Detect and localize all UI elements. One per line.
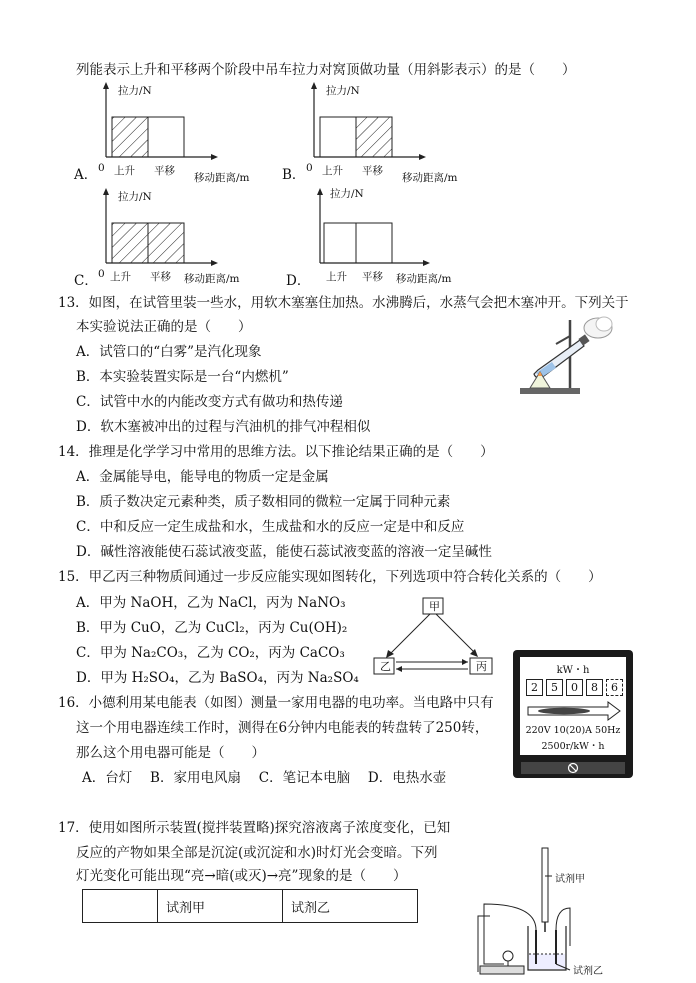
label-reagent-jia: 试剂甲 [555, 874, 585, 885]
meter-spec-voltage: 220V 10(20)A 50Hz [525, 725, 621, 736]
seg-move-label: 平移 [150, 271, 171, 283]
seg-rise-label: 上升 [322, 165, 343, 177]
rotating-disc-indicator [526, 701, 622, 721]
burette [542, 848, 548, 922]
x-axis-label: 移动距离/m [184, 273, 240, 285]
meter-digit: 0 [566, 679, 583, 696]
origin-label: 0 [306, 162, 313, 174]
y-axis-label: 拉力/N [326, 85, 360, 97]
segment-move [148, 117, 184, 157]
q14-option-c[interactable]: C．中和反应一定生成盐和水，生成盐和水的反应一定是中和反应 [76, 519, 465, 535]
segment-rise [324, 223, 356, 263]
x-axis-arrow [423, 260, 430, 266]
y-axis-arrow [311, 82, 317, 89]
q15-option-a[interactable]: A．甲为 NaOH，乙为 NaCl，丙为 NaNO₃ [76, 595, 346, 611]
meter-digit: 5 [546, 679, 563, 696]
q13-option-d[interactable]: D．软木塞被冲出的过程与汽油机的排气冲程相似 [76, 419, 371, 435]
q13-stem-line2: 本实验说法正确的是（ ） [76, 319, 252, 335]
q14-stem: 14．推理是化学学习中常用的思维方法。以下推论结果正确的是（ ） [58, 444, 494, 460]
seg-move-label: 平移 [154, 165, 175, 177]
meter-face [520, 657, 626, 755]
energy-meter [513, 650, 633, 778]
seg-rise-label: 上升 [110, 271, 131, 283]
power-base [480, 966, 524, 974]
y-axis-label: 拉力/N [118, 191, 152, 203]
reagent-table [82, 889, 418, 923]
label-reagent-yi: 试剂乙 [573, 966, 603, 977]
y-axis-label: 拉力/N [118, 85, 152, 97]
q13-stem-line1: 13．如图，在试管里装一些水，用软木塞塞住加热。水沸腾后，水蒸气会把木塞冲开。下列关于 [58, 295, 629, 311]
x-axis-arrow [211, 260, 218, 266]
y-axis-arrow [317, 188, 323, 195]
x-axis-label: 移动距离/m [402, 172, 458, 184]
q13-option-b[interactable]: B．本实验装置实际是一台“内燃机” [76, 369, 289, 385]
seg-move-label: 平移 [362, 165, 383, 177]
node-bing: 丙 [476, 660, 487, 673]
origin-label: 0 [98, 268, 105, 280]
option-letter: B． [282, 167, 306, 183]
arrow-right-to-left [396, 666, 402, 672]
q15-option-d[interactable]: D．甲为 H₂SO₄，乙为 BaSO₄，丙为 Na₂SO₄ [76, 670, 359, 686]
solution [529, 954, 565, 969]
node-yi: 乙 [380, 660, 391, 673]
edge-top-right [436, 614, 476, 654]
edge-top-left [388, 614, 430, 656]
intro-line: 列能表示上升和平移两个阶段中吊车拉力对窝顶做功量（用斜影表示）的是（ ） [76, 62, 576, 78]
arrow-to-right [470, 649, 478, 657]
q15-option-b[interactable]: B．甲为 CuO，乙为 CuCl₂，丙为 Cu(OH)₂ [76, 620, 348, 636]
option-letter: C． [74, 273, 98, 289]
segment-rise [112, 223, 148, 263]
q17-stem-line1: 17．使用如图所示装置(搅拌装置略)探究溶液离子浓度变化，已知 [58, 820, 451, 836]
option-letter: D． [286, 273, 311, 289]
q16-stem-line3: 那么这个用电器可能是（ ） [76, 745, 265, 761]
table-header-blank [83, 890, 158, 923]
bulb [503, 951, 513, 961]
x-axis-arrow [211, 154, 218, 160]
seg-move-label: 平移 [362, 271, 383, 283]
table-row [83, 890, 418, 923]
q15-option-c[interactable]: C．甲为 Na₂CO₃，乙为 CO₂，丙为 CaCO₃ [76, 645, 345, 661]
origin-label: 0 [98, 162, 105, 174]
q16-options[interactable]: A．台灯 B．家用电风扇 C．笔记本电脑 D．电热水壶 [82, 770, 447, 786]
meter-spec-rate: 2500r/kW・h [541, 741, 605, 752]
y-axis-arrow [103, 82, 109, 89]
table-header-jia: 试剂甲 [158, 890, 283, 923]
q16-stem-line2: 这一个用电器连续工作时，测得在6分钟内电能表的转盘转了250转， [76, 720, 489, 736]
q13-option-a[interactable]: A．试管口的“白雾”是汽化现象 [76, 344, 262, 360]
vapor-puff [596, 317, 612, 331]
seg-rise-label: 上升 [326, 271, 347, 283]
segment-move [148, 223, 184, 263]
node-jia: 甲 [429, 600, 440, 613]
segment-rise [112, 117, 148, 157]
q17-stem-line2: 反应的产物如果全部是沉淀(或沉淀和水)时灯光会变暗。下列 [76, 845, 438, 861]
segment-rise [320, 117, 356, 157]
x-axis-arrow [419, 154, 426, 160]
prohibited-icon [567, 762, 579, 774]
meter-unit: kW・h [556, 665, 590, 676]
y-axis-arrow [103, 188, 109, 195]
arrow-left-to-right [462, 659, 468, 665]
meter-digit: 2 [526, 679, 543, 696]
wire-right [556, 908, 570, 946]
stand-clamp [556, 336, 570, 344]
q13-option-c[interactable]: C．试管中水的内能改变方式有做功和热传递 [76, 394, 343, 410]
meter-digit-decimal: 6 [606, 679, 623, 696]
q17-stem-line3: 灯光变化可能出现“亮→暗(或灭)→亮”现象的是（ ） [76, 868, 407, 884]
seg-rise-label: 上升 [114, 165, 135, 177]
conductivity-apparatus [470, 846, 580, 980]
meter-bottom-bar [521, 762, 625, 774]
meter-digit: 8 [586, 679, 603, 696]
test-tube-heating-figure [518, 310, 618, 400]
meter-digits [526, 679, 623, 696]
segment-move [356, 223, 392, 263]
q14-option-d[interactable]: D．碱性溶液能使石蕊试液变蓝，能使石蕊试液变蓝的溶液一定呈碱性 [76, 544, 492, 560]
x-axis-label: 移动距离/m [194, 172, 250, 184]
x-axis-label: 移动距离/m [396, 273, 452, 285]
option-letter: A． [74, 167, 98, 183]
q16-stem-line1: 16．小德利用某电能表（如图）测量一家用电器的电功率。当电路中只有 [58, 695, 494, 711]
y-axis-label: 拉力/N [330, 188, 364, 200]
q14-option-a[interactable]: A．金属能导电，能导电的物质一定是金属 [76, 469, 329, 485]
q15-stem: 15．甲乙丙三种物质间通过一步反应能实现如图转化，下列选项中符合转化关系的（ ） [58, 569, 602, 585]
table-header-yi: 试剂乙 [283, 890, 418, 923]
meter-disc [538, 708, 590, 714]
stand-base [520, 388, 580, 394]
q14-option-b[interactable]: B．质子数决定元素种类，质子数相同的微粒一定属于同种元素 [76, 494, 451, 510]
segment-move [356, 117, 392, 157]
